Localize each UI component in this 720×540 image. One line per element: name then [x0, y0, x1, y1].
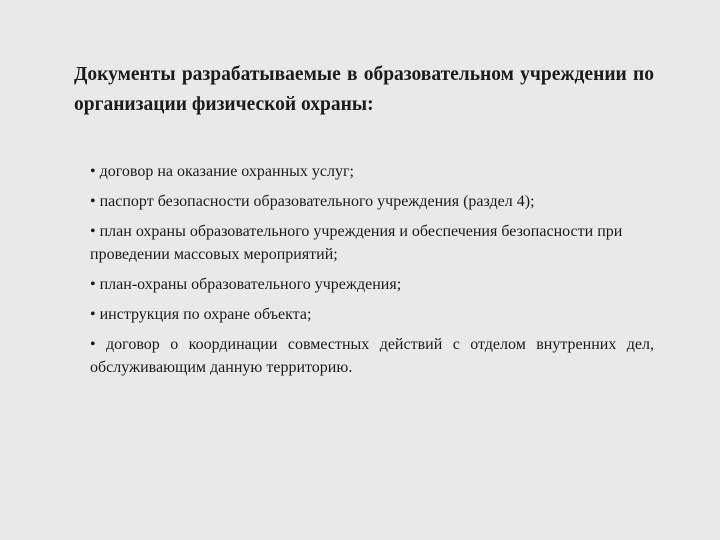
list-item: • паспорт безопасности образовательного учреждения (раздел 4); — [90, 193, 535, 210]
list-item: • договор на оказание охранных услуг; — [90, 163, 354, 180]
document-list — [90, 160, 654, 386]
list-item: • инструкция по охране объекта; — [90, 306, 312, 323]
slide-title: Документы разрабатываемые в образовательном учреждении по организации физической охраны: — [74, 64, 654, 115]
list-item: • договор о координации совместных действий с отделом внутренних дел, обслуживающим данную территорию. — [90, 336, 654, 376]
list-item: • план-охраны образовательного учреждения; — [90, 276, 402, 293]
list-item: • план охраны образовательного учреждения и обеспечения безопасности при проведении массовых мероприятий; — [90, 223, 623, 263]
